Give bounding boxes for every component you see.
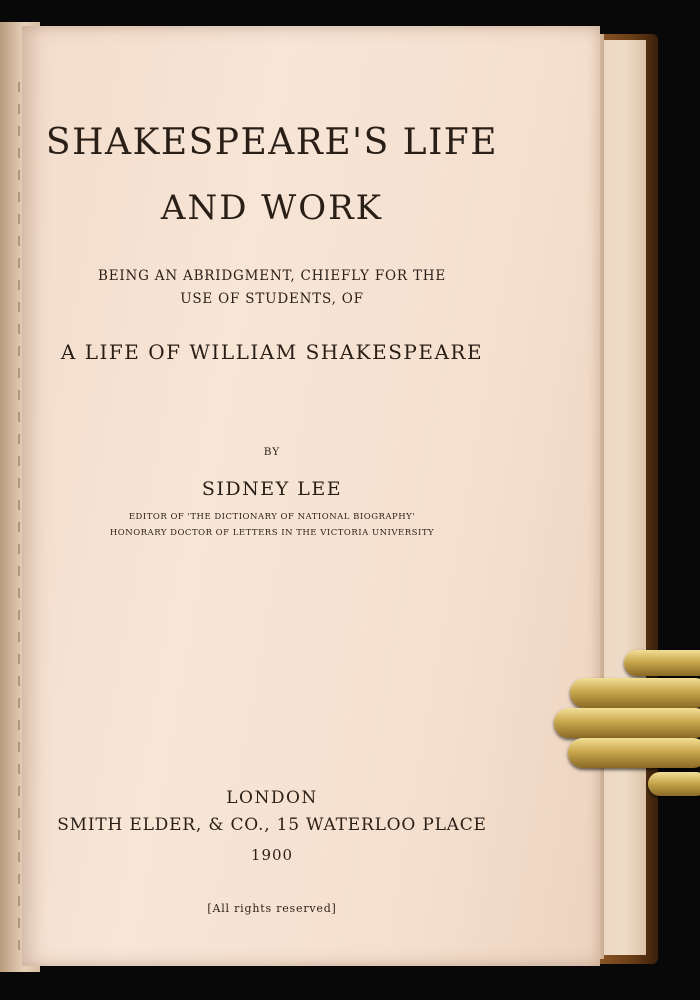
hand-finger <box>554 708 700 738</box>
book-title-line1: SHAKESPEARE'S LIFE <box>45 122 499 163</box>
subtitle-line2: USE OF STUDENTS, OF <box>180 291 364 307</box>
author-name: SIDNEY LEE <box>201 478 343 500</box>
subtitle-line1: BEING AN ABRIDGMENT, CHIEFLY FOR THE <box>97 268 446 284</box>
brass-hand-icon <box>548 640 700 810</box>
hand-finger <box>624 650 700 676</box>
publisher: SMITH ELDER, & CO., 15 WATERLOO PLACE <box>57 815 487 835</box>
sewing-stitches <box>18 82 20 962</box>
work-title: A LIFE OF WILLIAM SHAKESPEARE <box>60 340 484 364</box>
author-credential-1: EDITOR OF 'THE DICTIONARY OF NATIONAL BIOGRAPHY' <box>128 512 416 522</box>
hand-thumb <box>648 772 700 796</box>
publication-city: LONDON <box>226 788 318 808</box>
hand-finger <box>570 678 700 708</box>
by-label: BY <box>263 446 281 458</box>
author-credential-2: HONORARY DOCTOR OF LETTERS IN THE VICTORIA UNIVERSITY <box>109 528 435 538</box>
hand-finger <box>568 738 700 768</box>
rights-notice: [All rights reserved] <box>207 902 337 915</box>
book-title-line2: AND WORK <box>160 188 384 228</box>
publication-year: 1900 <box>250 846 294 864</box>
